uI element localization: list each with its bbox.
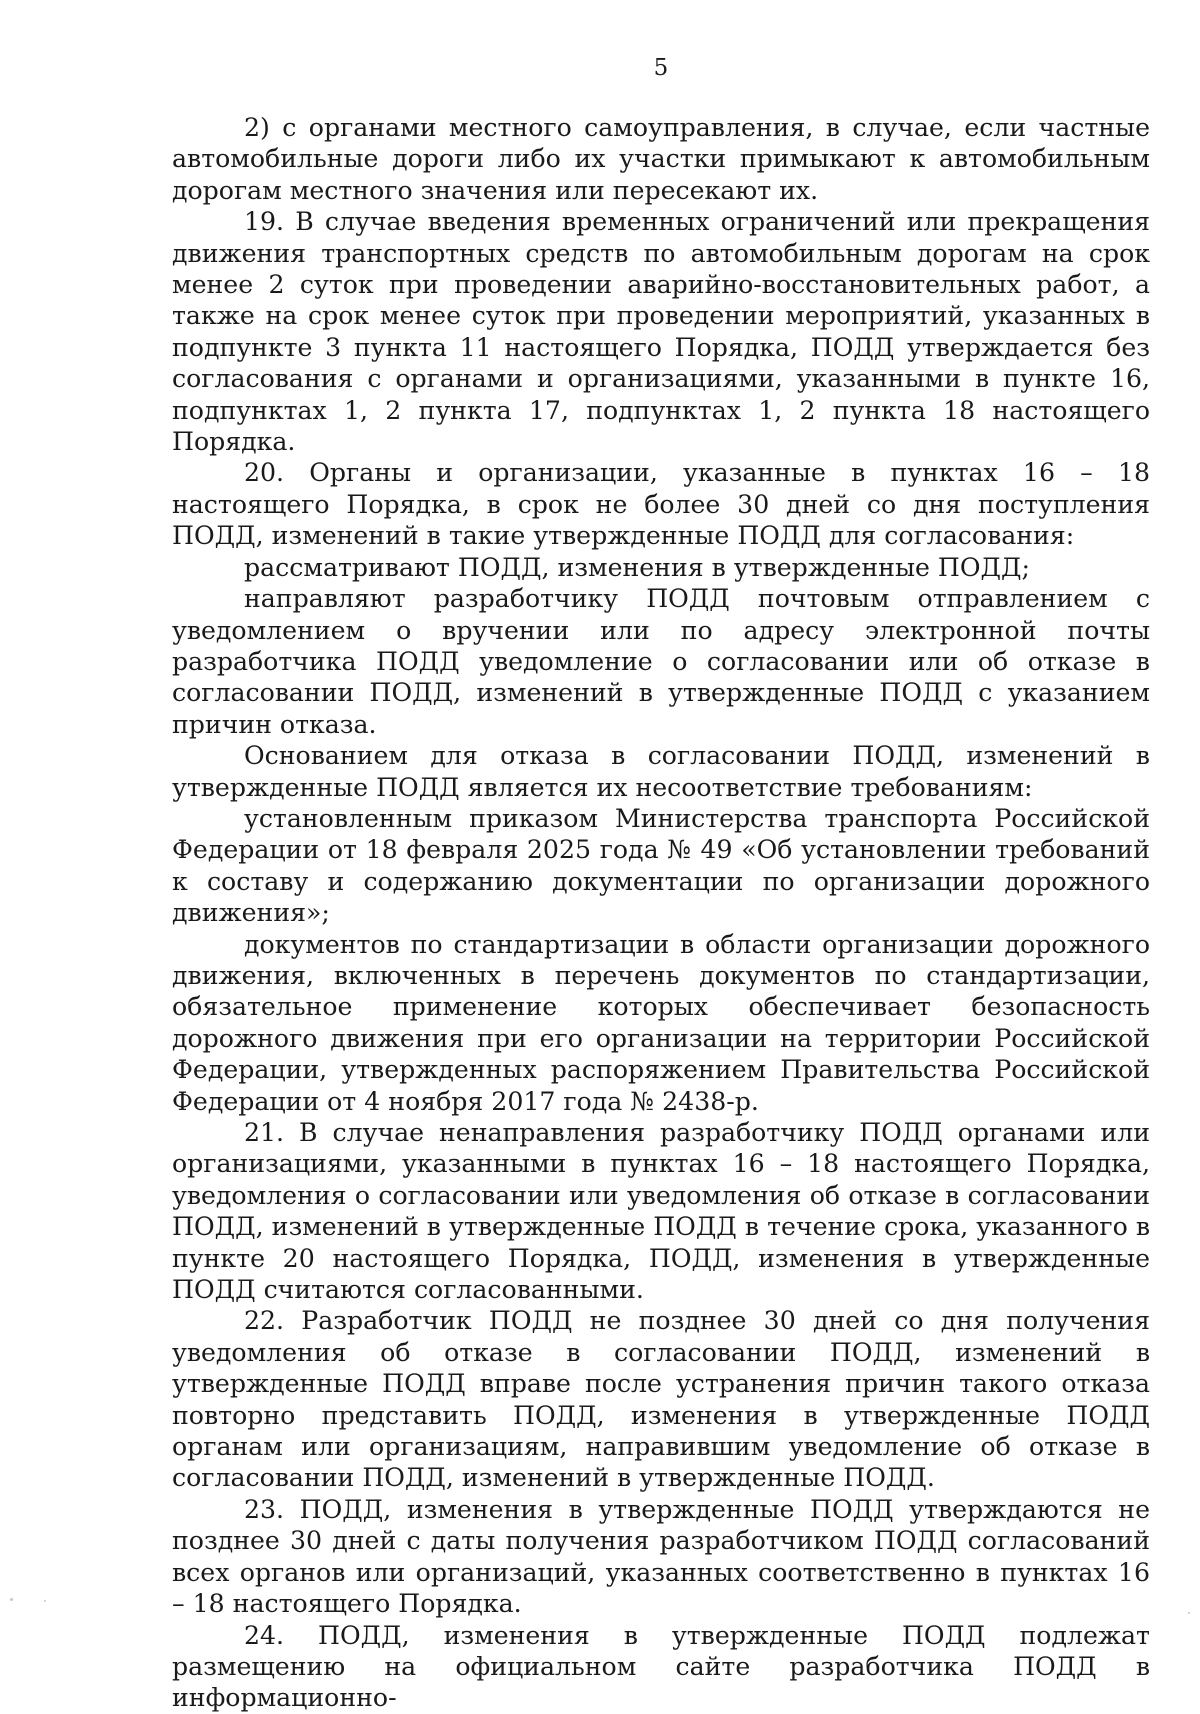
- paragraph-19: 19. В случае введения временных ограничений или прекращения движения транспортных средств по автомобильным дорогам на срок менее 2 суток при проведении аварийно-восстановительных работ, а также на срок менее суток при проведении мероприятий, указанных в подпункте 3 пункта 11 настоящего Порядка, ПОДД утверждается без согласования с органами и организациями, указанными в пункте 16, подпунктах 1, 2 пункта 17, подпунктах 1, 2 пункта 18 настоящего Порядка.: [172, 207, 1150, 457]
- paragraph-20-review: рассматривают ПОДД, изменения в утвержденные ПОДД;: [244, 552, 1030, 582]
- scan-speck: [10, 1598, 13, 1601]
- paragraph-24: 24. ПОДД, изменения в утвержденные ПОДД подлежат размещению на официальном сайте разработчика ПОДД в информационно-: [172, 1620, 1150, 1713]
- scan-speck: [1188, 1612, 1190, 1614]
- page-number: 5: [653, 55, 669, 81]
- paragraph-18-2: 2) с органами местного самоуправления, в случае, если частные автомобильные дороги либо их участки примыкают к автомобильным дорогам местного значения или пересекают их.: [172, 113, 1150, 205]
- paragraph-21: 21. В случае ненаправления разработчику ПОДД органами или организациями, указанными в пунктах 16 – 18 настоящего Порядка, уведомления о согласовании или уведомления об отказе в согласовании ПОДД, изменений в утвержденные ПОДД в течение срока, указанного в пункте 20 настоящего Порядка, ПОДД, изменения в утвержденные ПОДД считаются согласованными.: [172, 1118, 1150, 1305]
- paragraph-20-notify: направляют разработчику ПОДД почтовым отправлением с уведомлением о вручении или по адресу электронной почты разработчика ПОДД уведомление о согласовании или об отказе в согласовании ПОДД, изменений в утвержденные ПОДД с указанием причин отказа.: [172, 584, 1150, 739]
- paragraph-standardization: документов по стандартизации в области организации дорожного движения, включенных в перечень документов по стандартизации, обязательное применение которых обеспечивает безопасность дорожного движения при его организации на территории Российской Федерации, утвержденных распоряжением Правительства Российской Федерации от 4 ноября 2017 года № 2438-р.: [172, 929, 1150, 1116]
- paragraph-20: 20. Органы и организации, указанные в пунктах 16 – 18 настоящего Порядка, в срок не более 30 дней со дня поступления ПОДД, изменений в такие утвержденные ПОДД для согласования:: [172, 458, 1150, 551]
- paragraph-refusal-grounds: Основанием для отказа в согласовании ПОДД, изменений в утвержденные ПОДД является их несоответствие требованиям:: [172, 741, 1150, 802]
- scan-speck: [44, 1600, 46, 1602]
- paragraph-ministry-order: установленным приказом Министерства транспорта Российской Федерации от 18 февраля 2025 года № 49 «Об установлении требований к составу и содержанию документации по организации дорожного движения»;: [172, 803, 1150, 928]
- paragraph-22: 22. Разработчик ПОДД не позднее 30 дней со дня получения уведомления об отказе в согласовании ПОДД, изменений в утвержденные ПОДД вправе после устранения причин такого отказа повторно представить ПОДД, изменения в утвержденные ПОДД органам или организациям, направившим уведомление об отказе в согласовании ПОДД, изменений в утвержденные ПОДД.: [172, 1306, 1150, 1493]
- document-body: [172, 112, 1150, 1714]
- paragraph-23: 23. ПОДД, изменения в утвержденные ПОДД утверждаются не позднее 30 дней с даты получения разработчиком ПОДД согласований всех органов или организаций, указанных соответственно в пунктах 16 – 18 настоящего Порядка.: [172, 1494, 1150, 1619]
